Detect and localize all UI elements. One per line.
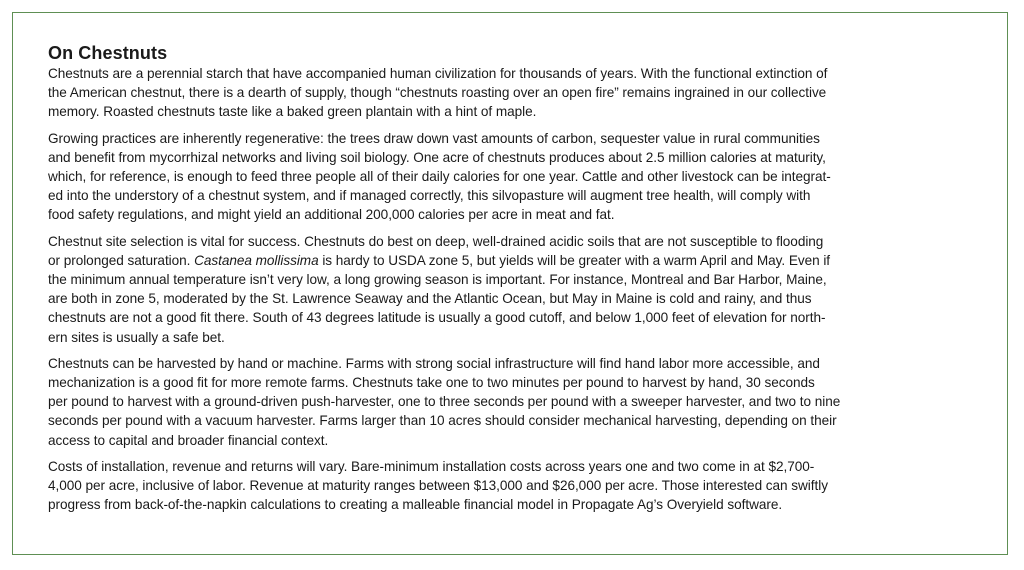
paragraph-harvesting <box>48 354 975 450</box>
box-title: On Chestnuts <box>48 43 168 63</box>
text-line: seconds per pound with a vacuum harvester. Farms larger than 10 acres should consider mechanical harvesting, depending on their <box>48 413 837 429</box>
text-line: Chestnuts can be harvested by hand or machine. Farms with strong social infrastructure will find hand labor more accessible, and <box>48 355 820 371</box>
text-line: Chestnuts are a perennial starch that have accompanied human civilization for thousands of years. With the functional extinction of <box>48 66 828 81</box>
text-line: Chestnut site selection is vital for success. Chestnuts do best on deep, well-drained acidic soils that are not susceptible to flooding <box>48 233 824 249</box>
text-segment: or prolonged saturation. <box>48 252 195 268</box>
paragraph-costs <box>48 457 975 515</box>
text-line: per pound to harvest with a ground-driven push-harvester, one to three seconds per pound with a sweeper harvester, and two to nine <box>48 394 841 410</box>
text-line: progress from back-of-the-napkin calculations to creating a malleable financial model in Propagate Ag’s Overyield software. <box>48 497 783 513</box>
species-name: Castanea mollissima <box>194 252 319 268</box>
text-segment: is hardy to USDA zone 5, but yields will be greater with a warm April and May. Even if <box>318 252 831 268</box>
text-line: access to capital and broader financial context. <box>48 432 329 448</box>
text-line: are both in zone 5, moderated by the St. Lawrence Seaway and the Atlantic Ocean, but May in Maine is cold and rainy, and thus <box>48 291 812 307</box>
paragraph-site-selection <box>48 232 975 347</box>
text-line: and benefit from mycorrhizal networks and living soil biology. One acre of chestnuts produces about 2.5 million calories at maturity, <box>48 149 826 165</box>
text-line: the American chestnut, there is a dearth of supply, though “chestnuts roasting over an open fire” remains ingrained in our collective <box>48 85 827 101</box>
text-line: chestnuts are not a good fit there. South of 43 degrees latitude is usually a good cutoff, and below 1,000 feet of elevation for north- <box>48 310 826 326</box>
paragraph-growing-practices <box>48 129 975 225</box>
text-line: food safety regulations, and might yield an additional 200,000 calories per acre in meat and fat. <box>48 207 615 223</box>
text-line: the minimum annual temperature isn’t very low, a long growing season is important. For instance, Montreal and Bar Harbor, Maine, <box>48 272 827 288</box>
text-line <box>48 251 975 270</box>
text-line: Costs of installation, revenue and returns will vary. Bare-minimum installation costs across years one and two come in at $2,700- <box>48 458 815 474</box>
sidebar-box <box>12 12 1008 555</box>
text-line: ed into the understory of a chestnut system, and if managed correctly, this silvopasture will augment tree health, will comply with <box>48 188 811 204</box>
text-line: memory. Roasted chestnuts taste like a baked green plantain with a hint of maple. <box>48 104 537 120</box>
paragraph-intro <box>48 64 975 122</box>
text-line: Growing practices are inherently regenerative: the trees draw down vast amounts of carbon, sequester value in rural communities <box>48 130 820 146</box>
text-line: which, for reference, is enough to feed three people all of their daily calories for one year. Cattle and other livestock can be integrat- <box>48 169 831 185</box>
text-line: mechanization is a good fit for more remote farms. Chestnuts take one to two minutes per pound to harvest by hand, 30 seconds <box>48 375 815 391</box>
text-line: ern sites is usually a safe bet. <box>48 329 225 345</box>
text-line: 4,000 per acre, inclusive of labor. Revenue at maturity ranges between $13,000 and $26,000 per acre. Those interested can swiftly <box>48 478 828 494</box>
